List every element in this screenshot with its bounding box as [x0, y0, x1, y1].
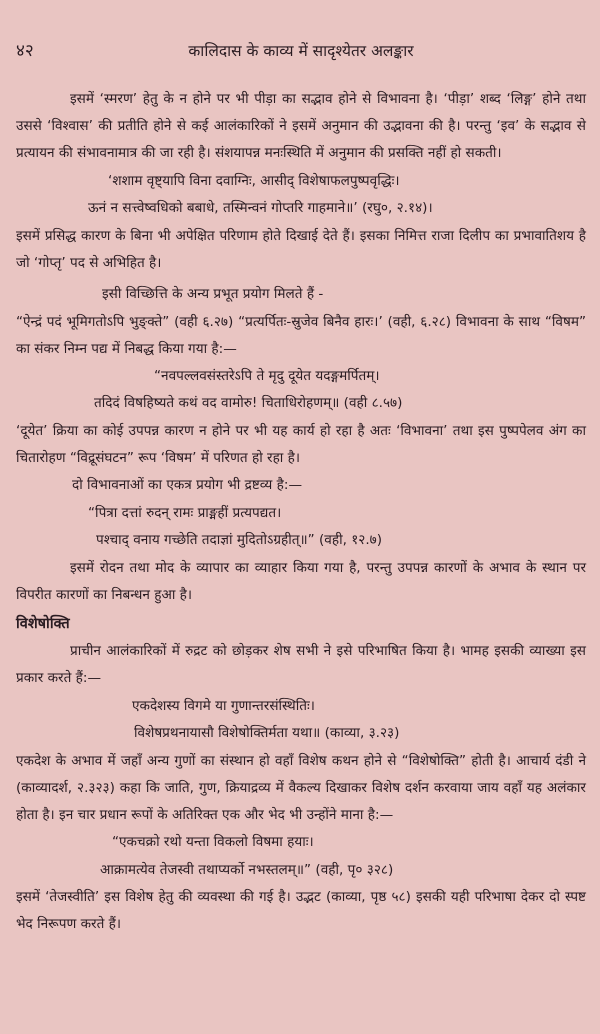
paragraph: इसमें ‘तेजस्वीति’ इस विशेष हेतु की व्यवस्था की गई है। उद्भट (काव्या, पृष्ठ ५८) इसकी यही परिभाषा देकर दो स्पष्ट भेद निरूपण करते हैं।	[16, 889, 586, 933]
verse-line: “पित्रा दत्तां रुदन् रामः प्राङ्महीं प्रत्यपद्यत।	[88, 504, 282, 521]
verse-line: तदिदं विषहिष्यते कथं वद वामोरु! चिताधिरोहणम्॥ (वही ८.५७)	[94, 395, 403, 412]
verse-line: “नवपल्लवसंस्तरेऽपि ते मृदु दूयेत यदङ्गमर्पितम्।	[154, 367, 380, 384]
paragraph: एकदेश के अभाव में जहाँ अन्य गुणों का संस्थान हो वहाँ विशेष कथन होने से “विशेषोक्ति” होती है। आचार्य दंडी ने (काव्यादर्श, २.३२३) कहा कि जाति, गुण, क्रियाद्रव्य में वैकल्य दिखाकर विशेष दर्शन करवाया जाय वहाँ यह अलंकार होता है। इन चार प्रधान रूपों के अतिरिक्त एक और भेद भी उन्होंने माना है:—	[16, 752, 586, 824]
verse-line: ‘शशाम वृष्ट्यापि विना दवाग्निः, आसीद् विशेषाफलपुष्पवृद्धिः।	[108, 172, 400, 189]
paragraph: ‘दूयेत’ क्रिया का कोई उपपन्न कारण न होने पर भी यह कार्य हो रहा है अतः ‘विभावना’ तथा इस पुष्पपेलव अंग का चितारोहण “विद्रूसंघटन” रूप ‘विषम’ में परिणत हो रहा है।	[16, 422, 586, 467]
page-number: ४२	[16, 41, 34, 61]
paragraph: प्राचीन आलंकारिकों में रुद्रट को छोड़कर शेष सभी ने इसे परिभाषित किया है। भामह इसकी व्याख्या इस प्रकार करते हैं:—	[16, 643, 586, 687]
section-heading: विशेषोक्ति	[16, 616, 70, 633]
paragraph: “ऐन्द्रं पदं भूमिगतोऽपि भुङ्क्ते” (वही ६.२७) “प्रत्यर्पितः-स्रुजेव बिनैव हारः।’ (वही, ६.२८) विभावना के साथ “विषम” का संकर निम्न पद्य में निबद्ध किया गया है:—	[16, 313, 586, 357]
verse-line: आक्रामत्येव तेजस्वी तथाप्यर्को नभस्तलम्॥” (वही, पृ० ३२८)	[100, 861, 394, 878]
paragraph: इसमें प्रसिद्ध कारण के बिना भी अपेक्षित परिणाम होते दिखाई देते हैं। इसका निमित्त राजा दिलीप का प्रभावातिशय है जो ‘गोप्तृ’ पद से अभिहित है।	[16, 227, 586, 271]
paragraph: इसमें ‘स्मरण’ हेतु के न होने पर भी पीड़ा का सद्भाव होने से विभावना है। ‘पीड़ा’ शब्द ‘लिङ्ग’ होने तथा उससे ‘विश्वास’ की प्रतीति होने से कई आलंकारिकों ने इसमें अनुमान की उद्भावना की है। परन्तु ‘इव’ के सद्भाव से प्रत्यायन की संभावनामात्र की जा रही है। संशयापन्न मनःस्थिति में अनुमान की प्रसक्ति नहीं हो सकती।	[16, 91, 586, 162]
page-body	[16, 86, 586, 939]
running-title: कालिदास के काव्य में सादृश्येतर अलङ्कार	[188, 42, 414, 60]
paragraph: इसमें रोदन तथा मोद के व्यापार का व्याहार किया गया है, परन्तु उपपन्न कारणों के अभाव के स्थान पर विपरीत कारणों का निबन्धन हुआ है।	[16, 559, 586, 604]
page-header	[16, 38, 586, 62]
verse-line: विशेषप्रथनायासौ विशेषोक्तिर्मता यथा॥ (काव्या, ३.२३)	[134, 725, 400, 742]
verse-line: एकदेशस्य विगमे या गुणान्तरसंस्थितिः।	[132, 697, 315, 714]
verse-line: “एकचक्रो रथो यन्ता विकलो विषमा हयाः।	[112, 834, 314, 851]
verse-line: पश्चाद् वनाय गच्छेति तदाज्ञां मुदितोऽग्रहीत्॥” (वही, १२.७)	[96, 532, 383, 549]
paragraph-intro: इसी विच्छित्ति के अन्य प्रभूत प्रयोग मिलते हैं -	[102, 286, 324, 303]
verse-line: ऊनं न सत्त्वेष्वधिको बबाधे, तस्मिन्वनं गोप्तरि गाहमाने॥’ (रघु०, २.१४)।	[88, 200, 433, 217]
paragraph-intro: दो विभावनाओं का एकत्र प्रयोग भी द्रष्टव्य है:—	[72, 477, 303, 494]
